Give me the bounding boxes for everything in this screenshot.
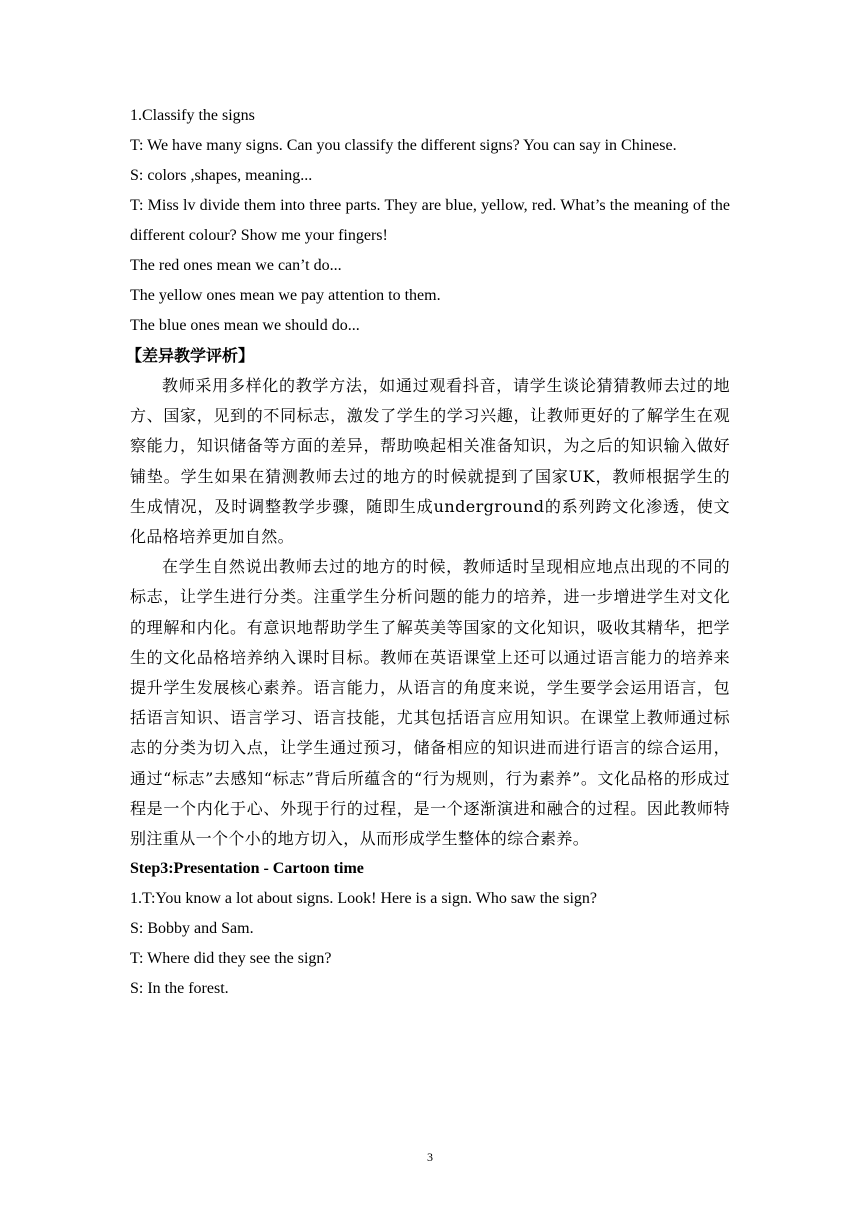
analysis-paragraph-1: 教师采用多样化的教学方法，如通过观看抖音，请学生谈论猜猜教师去过的地方、国家，见到的不同标志，激发了学生的学习兴趣，让教师更好的了解学生在观察能力，知识储备等方面的差异，帮助唤起相关准备知识，为之后的知识输入做好铺垫。学生如果在猜测教师去过的地方的时候就提到了国家UK，教师根据学生的生成情况，及时调整教学步骤，随即生成underground的系列跨文化渗透，使文化品格培养更加自然。: [130, 376, 730, 547]
cartoon-question-line-2: T: Where did they see the sign?: [130, 950, 332, 968]
blue-signs-line: The blue ones mean we should do...: [130, 317, 360, 334]
page-number: 3: [427, 1150, 433, 1164]
cartoon-question-line: 1.T:You know a lot about signs. Look! Here is a sign. Who saw the sign?: [130, 890, 598, 908]
student-answer-line: S: colors ,shapes, meaning...: [130, 167, 313, 184]
teacher-divide-paragraph: T: Miss lv divide them into three parts. They are blue, yellow, red. What’s the meaning of the different colour? Show me your fingers!: [130, 197, 730, 244]
cartoon-answer-line-2: S: In the forest.: [130, 980, 229, 998]
page-content: [126, 101, 730, 1004]
teacher-question-line: T: We have many signs. Can you classify the different signs? You can say in Chinese.: [130, 137, 677, 154]
cartoon-answer-line-1: S: Bobby and Sam.: [130, 920, 254, 938]
red-signs-line: The red ones mean we can’t do...: [130, 257, 342, 274]
analysis-paragraph-2: 在学生自然说出教师去过的地方的时候，教师适时呈现相应地点出现的不同的标志，让学生进行分类。注重学生分析问题的能力的培养，进一步增进学生对文化的理解和内化。有意识地帮助学生了解英美等国家的文化知识，吸收其精华，把学生的文化品格培养纳入课时目标。教师在英语课堂上还可以通过语言能力的培养来提升学生发展核心素养。语言能力，从语言的角度来说，学生要学会运用语言，包括语言知识、语言学习、语言技能，尤其包括语言应用知识。在课堂上教师通过标志的分类为切入点，让学生通过预习，储备相应的知识进而进行语言的综合运用，通过“标志”去感知“标志”背后所蕴含的“行为规则，行为素养”。文化品格的形成过程是一个内化于心、外现于行的过程，是一个逐渐演进和融合的过程。因此教师特别注重从一个个小的地方切入，从而形成学生整体的综合素养。: [130, 557, 730, 849]
section-heading: 【差异教学评析】: [126, 346, 255, 365]
activity-title: 1.Classify the signs: [130, 107, 255, 124]
step-heading: Step3:Presentation - Cartoon time: [130, 860, 364, 878]
yellow-signs-line: The yellow ones mean we pay attention to them.: [130, 287, 441, 304]
